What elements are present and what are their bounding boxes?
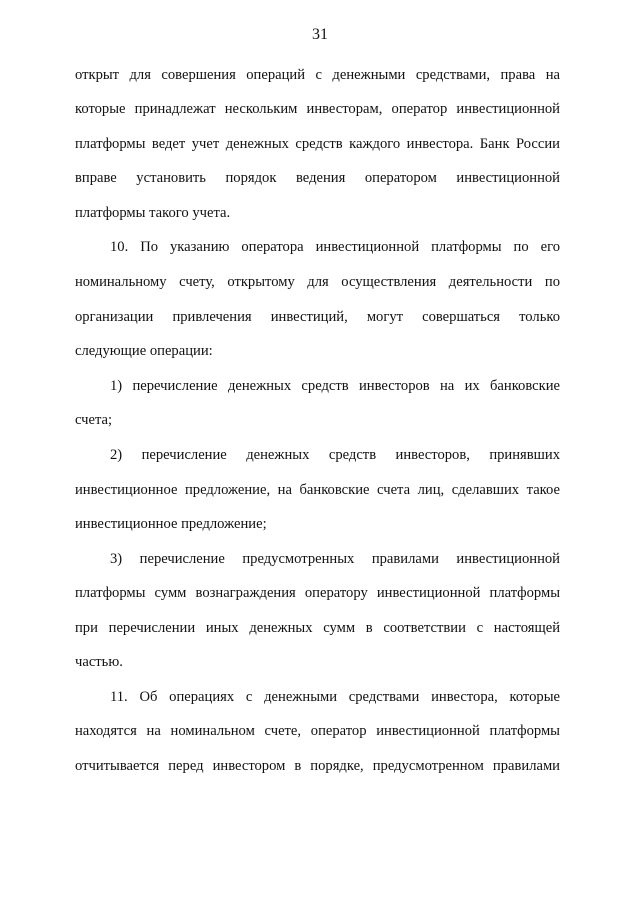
text-line: платформы такого учета. [75, 205, 231, 221]
text-line: платформы ведет учет денежных средств каждого инвестора. Банк России [75, 136, 560, 152]
text-line: 3) перечисление предусмотренных правилами инвестиционной [110, 551, 560, 567]
text-line: открыт для совершения операций с денежными средствами, права на [75, 67, 560, 83]
text-line: инвестиционное предложение; [75, 516, 267, 532]
text-line: отчитывается перед инвестором в порядке, предусмотренном правилами [75, 758, 560, 774]
text-line: 10. По указанию оператора инвестиционной платформы по его [110, 239, 560, 255]
text-line: платформы сумм вознаграждения оператору инвестиционной платформы [75, 585, 560, 601]
text-line: 2) перечисление денежных средств инвесторов, принявших [110, 447, 560, 463]
text-line: вправе установить порядок ведения оператором инвестиционной [75, 170, 560, 186]
text-line: организации привлечения инвестиций, могут совершаться только [75, 309, 560, 325]
text-line: которые принадлежат нескольким инвесторам, оператор инвестиционной [75, 101, 560, 117]
page-number: 31 [312, 26, 328, 43]
text-line: находятся на номинальном счете, оператор инвестиционной платформы [75, 723, 560, 739]
text-line: счета; [75, 412, 113, 428]
text-line: следующие операции: [75, 343, 213, 359]
text-line: 11. Об операциях с денежными средствами инвестора, которые [110, 689, 560, 705]
text-line: при перечислении иных денежных сумм в соответствии с настоящей [75, 620, 560, 636]
text-line: 1) перечисление денежных средств инвесторов на их банковские [110, 378, 560, 394]
text-line: инвестиционное предложение, на банковские счета лиц, сделавших такое [75, 482, 560, 498]
text-line: номинальному счету, открытому для осуществления деятельности по [75, 274, 560, 290]
text-line: частью. [75, 654, 123, 670]
